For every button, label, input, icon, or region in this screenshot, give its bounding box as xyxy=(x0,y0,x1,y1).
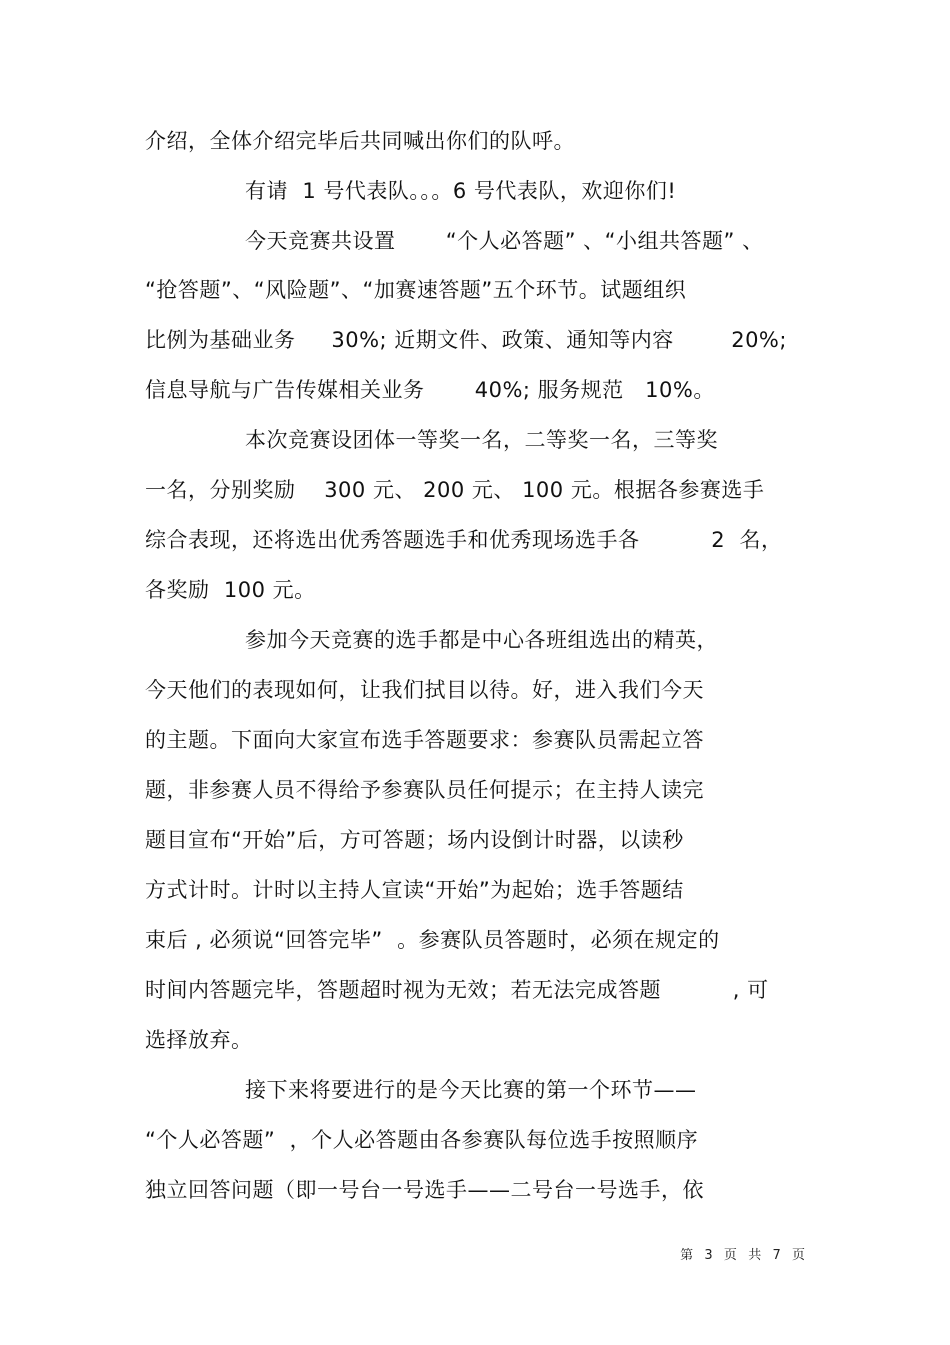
text-line: 的主题。下面向大家宣布选手答题要求：参赛队员需起立答 xyxy=(145,728,704,752)
text-line: 各奖励 100 元。 xyxy=(145,578,316,602)
text-line: 题目宣布“开始”后，方可答题；场内设倒计时器，以读秒 xyxy=(145,828,684,852)
text-line: 独立回答问题（即一号台一号选手——二号台一号选手，依 xyxy=(145,1178,704,1202)
text-line: 本次竞赛设团体一等奖一名，二等奖一名，三等奖 xyxy=(245,428,718,452)
text-line: 有请 1 号代表队。。。6 号代表队，欢迎你们! xyxy=(245,179,677,203)
text-line: 题，非参赛人员不得给予参赛队员任何提示；在主持人读完 xyxy=(145,778,704,802)
text-line: 束后 , 必须说“回答完毕” 。参赛队员答题时，必须在规定的 xyxy=(145,928,720,952)
text-line: 方式计时。计时以主持人宣读“开始”为起始；选手答题结 xyxy=(145,878,684,902)
text-line: 选择放弃。 xyxy=(145,1028,253,1052)
page-number: 第 3 页 共 7 页 xyxy=(680,1248,806,1263)
text-line: 综合表现，还将选出优秀答题选手和优秀现场选手各 2 名， xyxy=(145,528,783,552)
text-line: 今天他们的表现如何，让我们拭目以待。好，进入我们今天 xyxy=(145,678,704,702)
text-line: 接下来将要进行的是今天比赛的第一个环节—— xyxy=(245,1078,697,1102)
text-line: 今天竞赛共设置 “个人必答题” 、“小组共答题” 、 xyxy=(245,229,764,253)
text-line: 一名，分别奖励 300 元、 200 元、 100 元。根据各参赛选手 xyxy=(145,478,765,502)
text-line: 信息导航与广告传媒相关业务 40%; 服务规范 10%。 xyxy=(145,378,715,402)
text-line: “个人必答题” ，个人必答题由各参赛队每位选手按照顺序 xyxy=(145,1128,699,1152)
text-line: 比例为基础业务 30%; 近期文件、政策、通知等内容 20%; xyxy=(145,328,787,352)
text-line: 参加今天竞赛的选手都是中心各班组选出的精英， xyxy=(245,628,718,652)
text-line: “抢答题”、“风险题”、“加赛速答题”五个环节。试题组织 xyxy=(145,278,687,302)
text-line: 时间内答题完毕，答题超时视为无效；若无法完成答题 , 可 xyxy=(145,978,769,1002)
text-line: 介绍，全体介绍完毕后共同喊出你们的队呼。 xyxy=(145,129,575,153)
